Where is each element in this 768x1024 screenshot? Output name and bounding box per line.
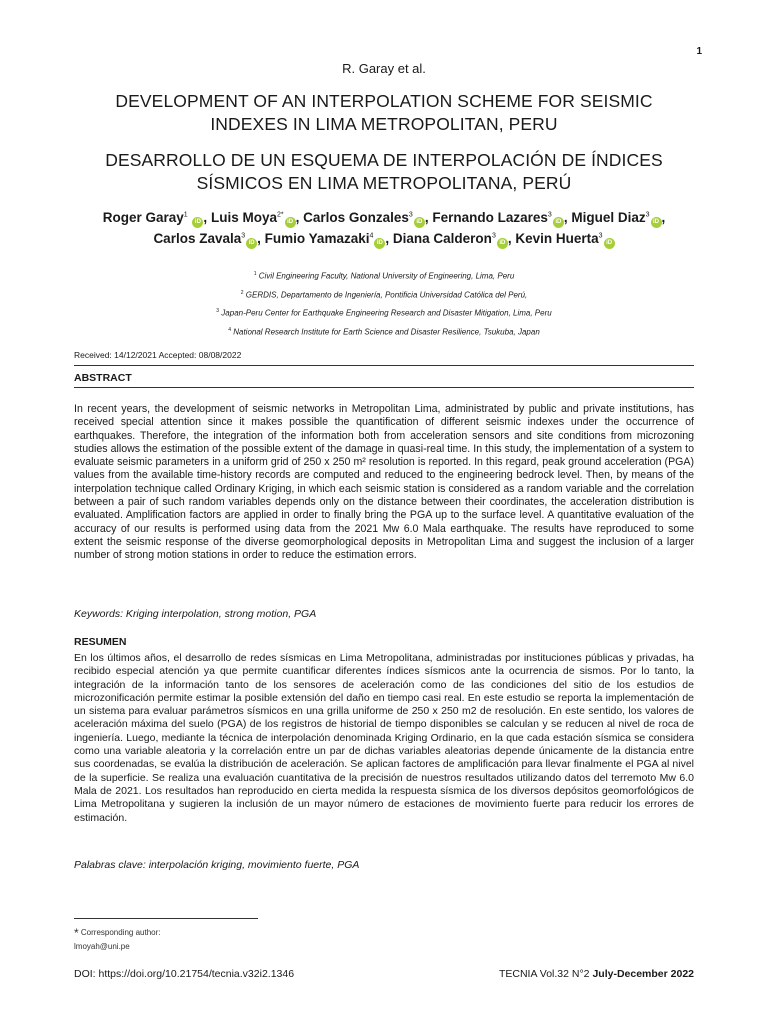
author-affiliation-mark: 2* (276, 211, 284, 219)
author-affiliation-mark: 3 (241, 232, 246, 240)
corresponding-email[interactable]: lmoyah@uni.pe (74, 942, 130, 951)
affiliation: $^1$ Civil Engineering Faculty, National University of Engineering, Lima, Peru (253, 271, 515, 281)
footnote-divider (74, 918, 258, 919)
author-name: Miguel Diaz (571, 210, 646, 225)
author-affiliation-mark: 3 (491, 232, 496, 240)
resumen-heading: RESUMEN (74, 636, 127, 648)
footnote-label: Corresponding author: (80, 928, 161, 937)
author-list (40, 207, 728, 249)
orcid-icon[interactable]: iD (414, 217, 425, 228)
divider (74, 365, 694, 366)
title-english (60, 90, 708, 136)
affiliation: $^3$ Japan-Peru Center for Earthquake Engineering Research and Disaster Mitigation, Lima, Peru (216, 308, 552, 318)
affiliation-list (0, 266, 768, 341)
author: Carlos Zavala$^3$iD , (153, 231, 260, 246)
running-head: R. Garay et al. (342, 61, 426, 76)
author-affiliation-mark: 4 (369, 232, 374, 240)
author-affiliation-mark: 3 (645, 211, 650, 219)
author-name: Fernando Lazares (432, 210, 548, 225)
author-affiliation-mark: 1 (183, 211, 188, 219)
author: Fumio Yamazaki$^4$iD , (265, 231, 389, 246)
author: Diana Calderon$^3$iD , (393, 231, 512, 246)
author-affiliation-mark: 3 (547, 211, 552, 219)
title-english-line-2: INDEXES IN LIMA METROPOLITAN, PERU (210, 114, 558, 134)
divider (74, 387, 694, 388)
author-name: Diana Calderon (392, 231, 492, 246)
title-spanish-line-1: DESARROLLO DE UN ESQUEMA DE INTERPOLACIÓN DE ÍNDICES (105, 150, 663, 170)
author-name: Fumio Yamazaki (264, 231, 370, 246)
author-affiliation-mark: 3 (598, 232, 603, 240)
author-line-2 (40, 228, 728, 249)
author-name: Carlos Gonzales (303, 210, 409, 225)
orcid-icon[interactable]: iD (651, 217, 662, 228)
orcid-icon[interactable]: iD (497, 238, 508, 249)
affiliation: $^2$ GERDIS, Departamento de Ingeniería, Pontificia Universidad Católica del Perú, (240, 289, 528, 300)
author: Miguel Diaz$^3$iD , (571, 210, 665, 225)
orcid-icon[interactable]: iD (285, 217, 296, 228)
title-english-line-1: DEVELOPMENT OF AN INTERPOLATION SCHEME FOR SEISMIC (115, 91, 653, 111)
author: Luis Moya$^{2*}$iD , (211, 210, 299, 225)
orcid-icon[interactable]: iD (246, 238, 257, 249)
keywords-spanish: Palabras clave: interpolación kriging, movimiento fuerte, PGA (74, 859, 360, 871)
author-name: Roger Garay (102, 210, 184, 225)
orcid-icon[interactable]: iD (553, 217, 564, 228)
footnote-star: * (74, 926, 79, 940)
resumen-text: En los últimos años, el desarrollo de redes sísmicas en Lima Metropolitana, administradas por instituciones públicas y privadas, ha recibido especial atención ya que permite cuantificar diferentes índices sísmicos ante la ocurrencia de sismos. Por lo tanto, la integración de la información tanto de los sensores de aceleración como de las condiciones del sitio de los estudios de microzonificación permite estimar la posible extensión del daño en tiempo casi real. En este estudio se reporta la implementación de un sistema para evaluar parámetros sísmicos en una grilla uniforme de 250 x 250 m2 de resolución. En este sentido, los valores de aceleración máxima del suelo (PGA) de los registros de historial de tiempo disponibles se calculan y se reducen al nivel de roca de ingeniería. Luego, mediante la técnica de interpolación denominada Kriging Ordinario, en la que cada estación sísmica se considera como una variable aleatoria y la correlación entre un par de dichas variables aleatorias depende únicamente de la distancia entre sus coordenadas, se evalúa la distribución de aceleración. Se aplican factores de amplificación para llevar finalmente el PGA al nivel de la superficie. Se realiza una evaluación cuantitativa de la precisión de nuestros resultados utilizando datos del terremoto Mw 6.0 Mala de 2021. Los resultados han reproducido en cierta medida la respuesta sísmica de los diversos depósitos geomorfológicos de Lima Metropolitana y sugieren la inclusión de un mayor número de estaciones de movimiento fuerte para reducir los errores de estimación. (74, 652, 694, 824)
orcid-icon[interactable]: iD (604, 238, 615, 249)
footer-journal: TECNIA Vol.32 N°2 July-December 2022 (498, 968, 694, 980)
author-name: Luis Moya (210, 210, 277, 225)
author-name: Kevin Huerta (515, 231, 599, 246)
footnote (74, 926, 161, 954)
title-spanish (60, 149, 708, 195)
keywords-english: Keywords: Kriging interpolation, strong motion, PGA (74, 608, 317, 620)
orcid-icon[interactable]: iD (374, 238, 385, 249)
abstract-text: In recent years, the development of seismic networks in Metropolitan Lima, administrated by public and private institutions, has received special attention since it makes possible the quantification of different seismic indexes under the occurrence of earthquakes. Therefore, the integration of the information both from acceleration sensors and site conditions from microzoning studies allows the estimation of the possible extent of the damage in quasi-real time. In this study, the implementation of a system to evaluate seismic parameters in a uniform grid of 250 x 250 m² resolution is reported. In this regard, peak ground acceleration (PGA) values from the available time-history records are computed and reduced to the engineering bedrock level. Then, by means of the interpolation technique called Ordinary Kriging, in which each seismic station is considered as a random variable and the correlation between a pair of such random variables depends only on the distance between their coordinates, the acceleration distribution is evaluated. Amplification factors are applied in order to finally bring the PGA up to the surface level. A quantitative evaluation of the accuracy of our results is performed using data from the 2021 Mw 6.0 Mala earthquake. The results have reproduced to some extent the seismic response of the diverse geomorphological deposits in Metropolitan Lima and suggest the inclusion of a larger number of strong motion stations in order to reduce the estimation errors. (74, 403, 694, 562)
author: Carlos Gonzales$^3$iD , (303, 210, 428, 225)
affiliation: $^4$ National Research Institute for Earth Science and Disaster Resilience, Tsukuba, Japan (228, 326, 540, 337)
author-name: Carlos Zavala (153, 231, 242, 246)
abstract-heading: ABSTRACT (74, 372, 132, 384)
orcid-icon[interactable]: iD (192, 217, 203, 228)
received-accepted-dates: Received: 14/12/2021 Accepted: 08/08/2022 (74, 350, 242, 360)
author-line-1 (40, 207, 728, 228)
author: Fernando Lazares$^3$iD , (432, 210, 567, 225)
title-spanish-line-2: SÍSMICOS EN LIMA METROPOLITANA, PERÚ (196, 173, 572, 193)
author (515, 231, 614, 246)
footer-period: July-December 2022 (592, 968, 694, 980)
footer-doi[interactable]: DOI: https://doi.org/10.21754/tecnia.v32i2.1346 (74, 968, 295, 980)
author-affiliation-mark: 3 (408, 211, 413, 219)
author: Roger Garay$^1$ iD , (103, 210, 207, 225)
page-number: 1 (696, 46, 702, 57)
